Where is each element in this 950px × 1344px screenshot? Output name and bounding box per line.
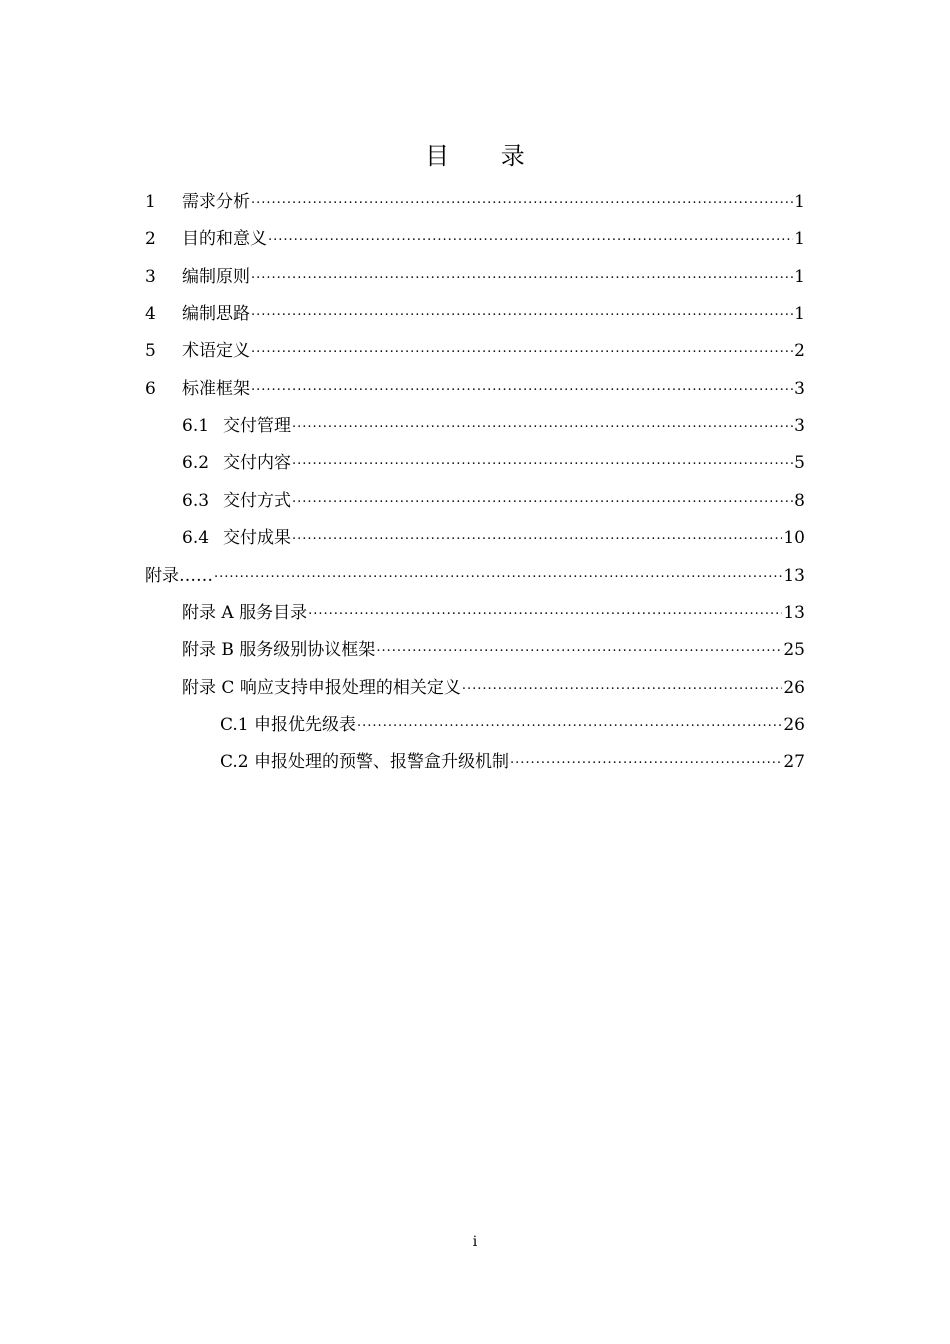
toc-page: 27	[783, 752, 805, 772]
toc-label: 标准框架	[182, 379, 250, 399]
toc-number: 1	[145, 192, 156, 212]
toc-leader	[292, 489, 793, 513]
toc-label: 交付方式	[223, 491, 291, 511]
toc-leader	[251, 190, 793, 214]
toc-entry-appendix-b[interactable]	[182, 638, 805, 662]
toc-number: 6.4	[182, 528, 210, 548]
toc-entry-6[interactable]	[145, 377, 805, 401]
toc-leader	[462, 676, 783, 700]
toc-leader	[510, 750, 782, 774]
toc-number: 6.3	[182, 491, 210, 511]
toc-number: 4	[145, 304, 156, 324]
toc-entry-1[interactable]	[145, 190, 805, 214]
toc-page: 26	[783, 715, 805, 735]
toc-leader	[292, 414, 793, 438]
toc-entry-6-4[interactable]	[182, 526, 805, 550]
toc-label: 交付管理	[223, 416, 291, 436]
toc-entry-4[interactable]	[145, 302, 805, 326]
toc-page: 13	[783, 566, 805, 586]
toc-label: 交付内容	[223, 453, 291, 473]
toc-label: C.2 申报处理的预警、报警盒升级机制	[220, 752, 510, 772]
toc-page: 26	[783, 678, 805, 698]
toc-page: 3	[794, 379, 805, 399]
toc-label: 目的和意义	[182, 229, 267, 249]
toc-label: 编制思路	[182, 304, 250, 324]
toc-number: 6.2	[182, 453, 210, 473]
toc-entry-appendix-c[interactable]	[182, 676, 805, 700]
toc-page: 1	[794, 192, 805, 212]
toc-label: 编制原则	[182, 267, 250, 287]
toc-page: 3	[794, 416, 805, 436]
toc-leader	[357, 713, 782, 737]
toc-leader	[292, 451, 793, 475]
toc-page: 1	[794, 304, 805, 324]
toc-page: 1	[794, 267, 805, 287]
toc-label: 附录 A 服务目录	[182, 603, 308, 623]
toc-number: 3	[145, 267, 156, 287]
toc-leader	[251, 339, 793, 363]
toc-leader	[251, 302, 793, 326]
toc-entry-5[interactable]	[145, 339, 805, 363]
toc-leader	[251, 265, 793, 289]
toc-number: 6	[145, 379, 156, 399]
toc-page: 1	[794, 229, 805, 249]
toc-number: 5	[145, 341, 156, 361]
toc-page: 5	[794, 453, 805, 473]
toc-label: 附录 C 响应支持申报处理的相关定义	[182, 678, 461, 698]
toc-page: 8	[794, 491, 805, 511]
toc-number: 6.1	[182, 416, 210, 436]
toc-entry-6-2[interactable]	[182, 451, 805, 475]
toc-label: 交付成果	[223, 528, 291, 548]
toc-label: 术语定义	[182, 341, 250, 361]
toc-page: 2	[794, 341, 805, 361]
toc-number: 2	[145, 229, 156, 249]
toc-entry-6-3[interactable]	[182, 489, 805, 513]
toc-leader	[376, 638, 782, 662]
toc-entry-c-1[interactable]	[220, 713, 805, 737]
toc-page: 25	[783, 640, 805, 660]
toc-entry-3[interactable]	[145, 265, 805, 289]
toc-entry-2[interactable]	[145, 227, 805, 251]
toc-leader	[292, 526, 782, 550]
toc-entry-6-1[interactable]	[182, 414, 805, 438]
toc-page: 10	[783, 528, 805, 548]
toc-label: 需求分析	[182, 192, 250, 212]
toc-label: C.1 申报优先级表	[220, 715, 357, 735]
toc-label: 附录 B 服务级别协议框架	[182, 640, 376, 660]
page-title: 目 录	[425, 142, 547, 170]
toc-leader	[268, 227, 793, 251]
footer-page-number: i	[472, 1234, 478, 1250]
toc-leader	[251, 377, 793, 401]
toc-leader	[214, 564, 782, 588]
toc-entry-c-2[interactable]	[220, 750, 805, 774]
toc-page: 13	[783, 603, 805, 623]
toc-entry-appendix[interactable]	[145, 564, 805, 588]
toc-label: 附录……	[145, 566, 213, 586]
toc-entry-appendix-a[interactable]	[182, 601, 805, 625]
toc-leader	[308, 601, 782, 625]
